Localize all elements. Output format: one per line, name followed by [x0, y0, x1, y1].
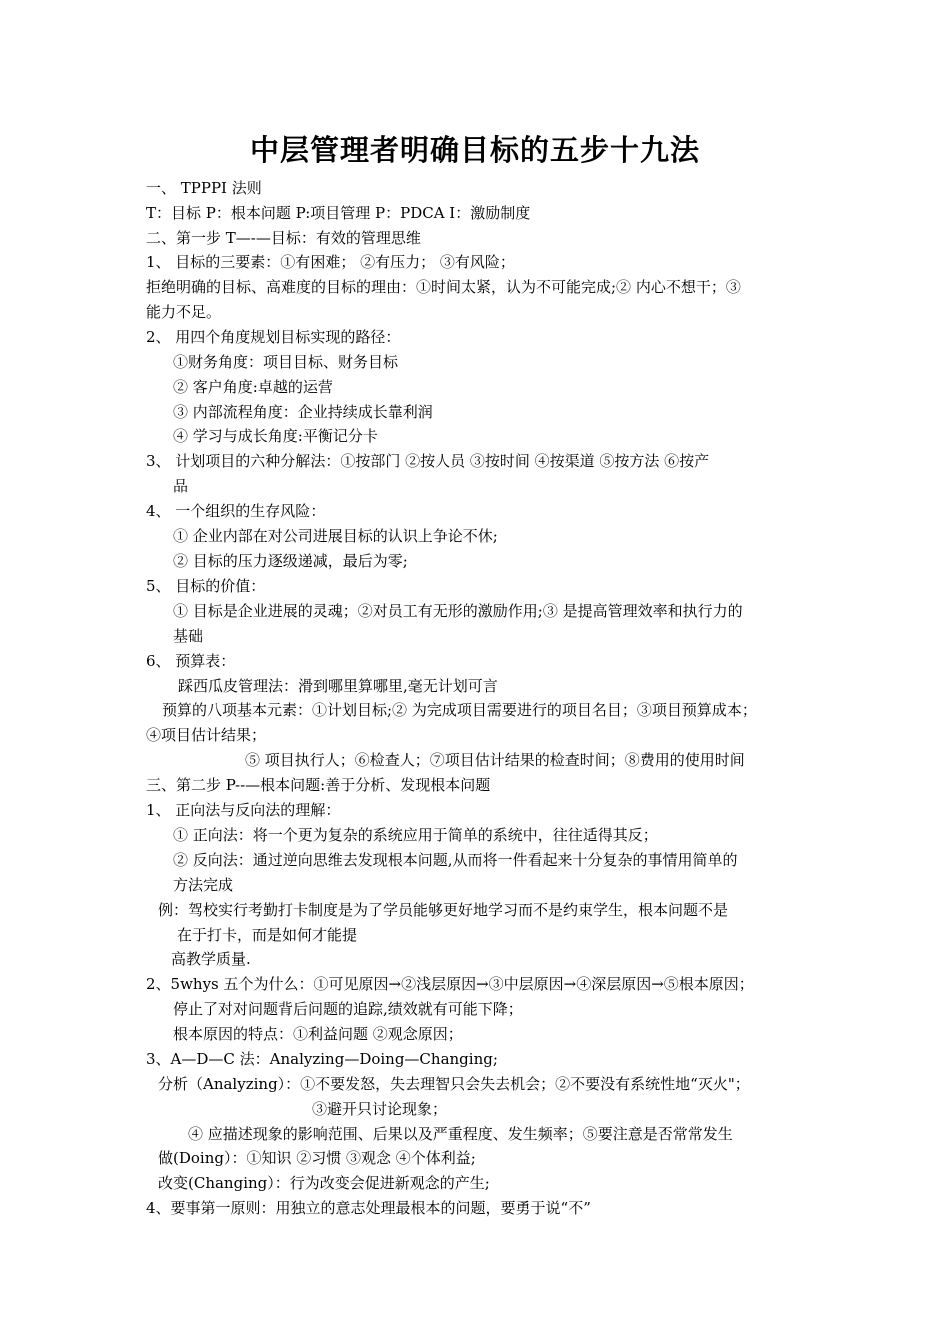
text-line: 3、A—D—C 法：Analyzing—Doing—Changing;: [146, 1050, 498, 1068]
text-line: 一、 TPPPI 法则: [146, 179, 262, 197]
text-line: 例：驾校实行考勤打卡制度是为了学员能够更好地学习而不是约束学生，根本问题不是: [158, 901, 729, 919]
text-line: 能力不足。: [146, 303, 222, 321]
text-line: ① 正向法：将一个更为复杂的系统应用于简单的系统中，往往适得其反；: [173, 826, 658, 844]
text-line: ①财务角度：项目目标、财务目标: [173, 353, 399, 371]
text-line: 在于打卡，而是如何才能提: [177, 926, 358, 944]
text-line: ② 客户角度:卓越的运营: [173, 378, 333, 396]
text-line: 高教学质量.: [171, 950, 251, 968]
text-line: 4、要事第一原则：用独立的意志处理最根本的问题，要勇于说“不”: [146, 1199, 591, 1217]
text-line: 5、 目标的价值：: [146, 577, 266, 595]
text-line: 停止了对对问题背后问题的追踪,绩效就有可能下降；: [173, 1000, 523, 1018]
text-line: 方法完成: [173, 876, 234, 894]
text-line: 基础: [173, 627, 204, 645]
text-line: 预算的八项基本元素：①计划目标;② 为完成项目需要进行的项目名目；③项目预算成本；: [162, 701, 757, 719]
text-line: ④项目估计结果；: [146, 726, 267, 744]
text-line: 踩西瓜皮管理法：滑到哪里算哪里,毫无计划可言: [178, 677, 498, 695]
text-line: ② 目标的压力逐级递减，最后为零;: [173, 552, 408, 570]
text-line: ④ 应描述现象的影响范围、后果以及严重程度、发生频率；⑤要注意是否常常发生: [188, 1125, 733, 1143]
text-line: T：目标 P：根本问题 P:项目管理 P：PDCA I：激励制度: [146, 204, 531, 222]
text-line: 3、 计划项目的六种分解法：①按部门 ②按人员 ③按时间 ④按渠道 ⑤按方法 ⑥按产: [146, 452, 710, 470]
text-line: 根本原因的特点：①利益问题 ②观念原因；: [173, 1025, 463, 1043]
text-line: 二、第一步 T—-—目标：有效的管理思维: [146, 229, 421, 247]
text-line: ⑤ 项目执行人；⑥检查人；⑦项目估计结果的检查时间；⑧费用的使用时间: [245, 751, 745, 769]
text-line: 分析（Analyzing）：①不要发怒，失去理智只会失去机会；②不要没有系统性地“灭火"；: [158, 1075, 750, 1093]
text-line: ③避开只讨论现象；: [312, 1100, 448, 1118]
text-line: ② 反向法：通过逆向思维去发现根本问题,从而将一件看起来十分复杂的事情用简单的: [173, 851, 738, 869]
text-line: 6、 预算表：: [146, 652, 236, 670]
text-line: 4、 一个组织的生存风险：: [146, 502, 326, 520]
text-line: 改变(Changing）：行为改变会促进新观念的产生;: [158, 1174, 490, 1192]
text-line: ① 目标是企业进展的灵魂；②对员工有无形的激励作用;③ 是提高管理效率和执行力的: [173, 602, 743, 620]
text-line: ① 企业内部在对公司进展目标的认识上争论不休;: [173, 527, 498, 545]
text-line: 拒绝明确的目标、高难度的目标的理由：①时间太紧，认为不可能完成;② 内心不想干；③: [146, 278, 741, 296]
document-title: 中层管理者明确目标的五步十九法: [249, 133, 700, 167]
text-line: ④ 学习与成长角度:平衡记分卡: [173, 427, 378, 445]
text-line: 2、5whys 五个为什么：①可见原因→②浅层原因→③中层原因→④深层原因→⑤根本原因；: [146, 975, 754, 993]
text-line: 1、 目标的三要素：①有困难； ②有压力； ③有风险；: [146, 253, 515, 271]
text-line: 2、 用四个角度规划目标实现的路径：: [146, 328, 401, 346]
text-line: 品: [173, 477, 189, 495]
text-line: 三、第二步 P--—根本问题:善于分析、发现根本问题: [146, 776, 491, 794]
text-line: 做(Doing）：①知识 ②习惯 ③观念 ④个体利益;: [158, 1149, 476, 1167]
text-line: 1、 正向法与反向法的理解：: [146, 801, 341, 819]
text-line: ③ 内部流程角度：企业持续成长靠利润: [173, 403, 433, 421]
